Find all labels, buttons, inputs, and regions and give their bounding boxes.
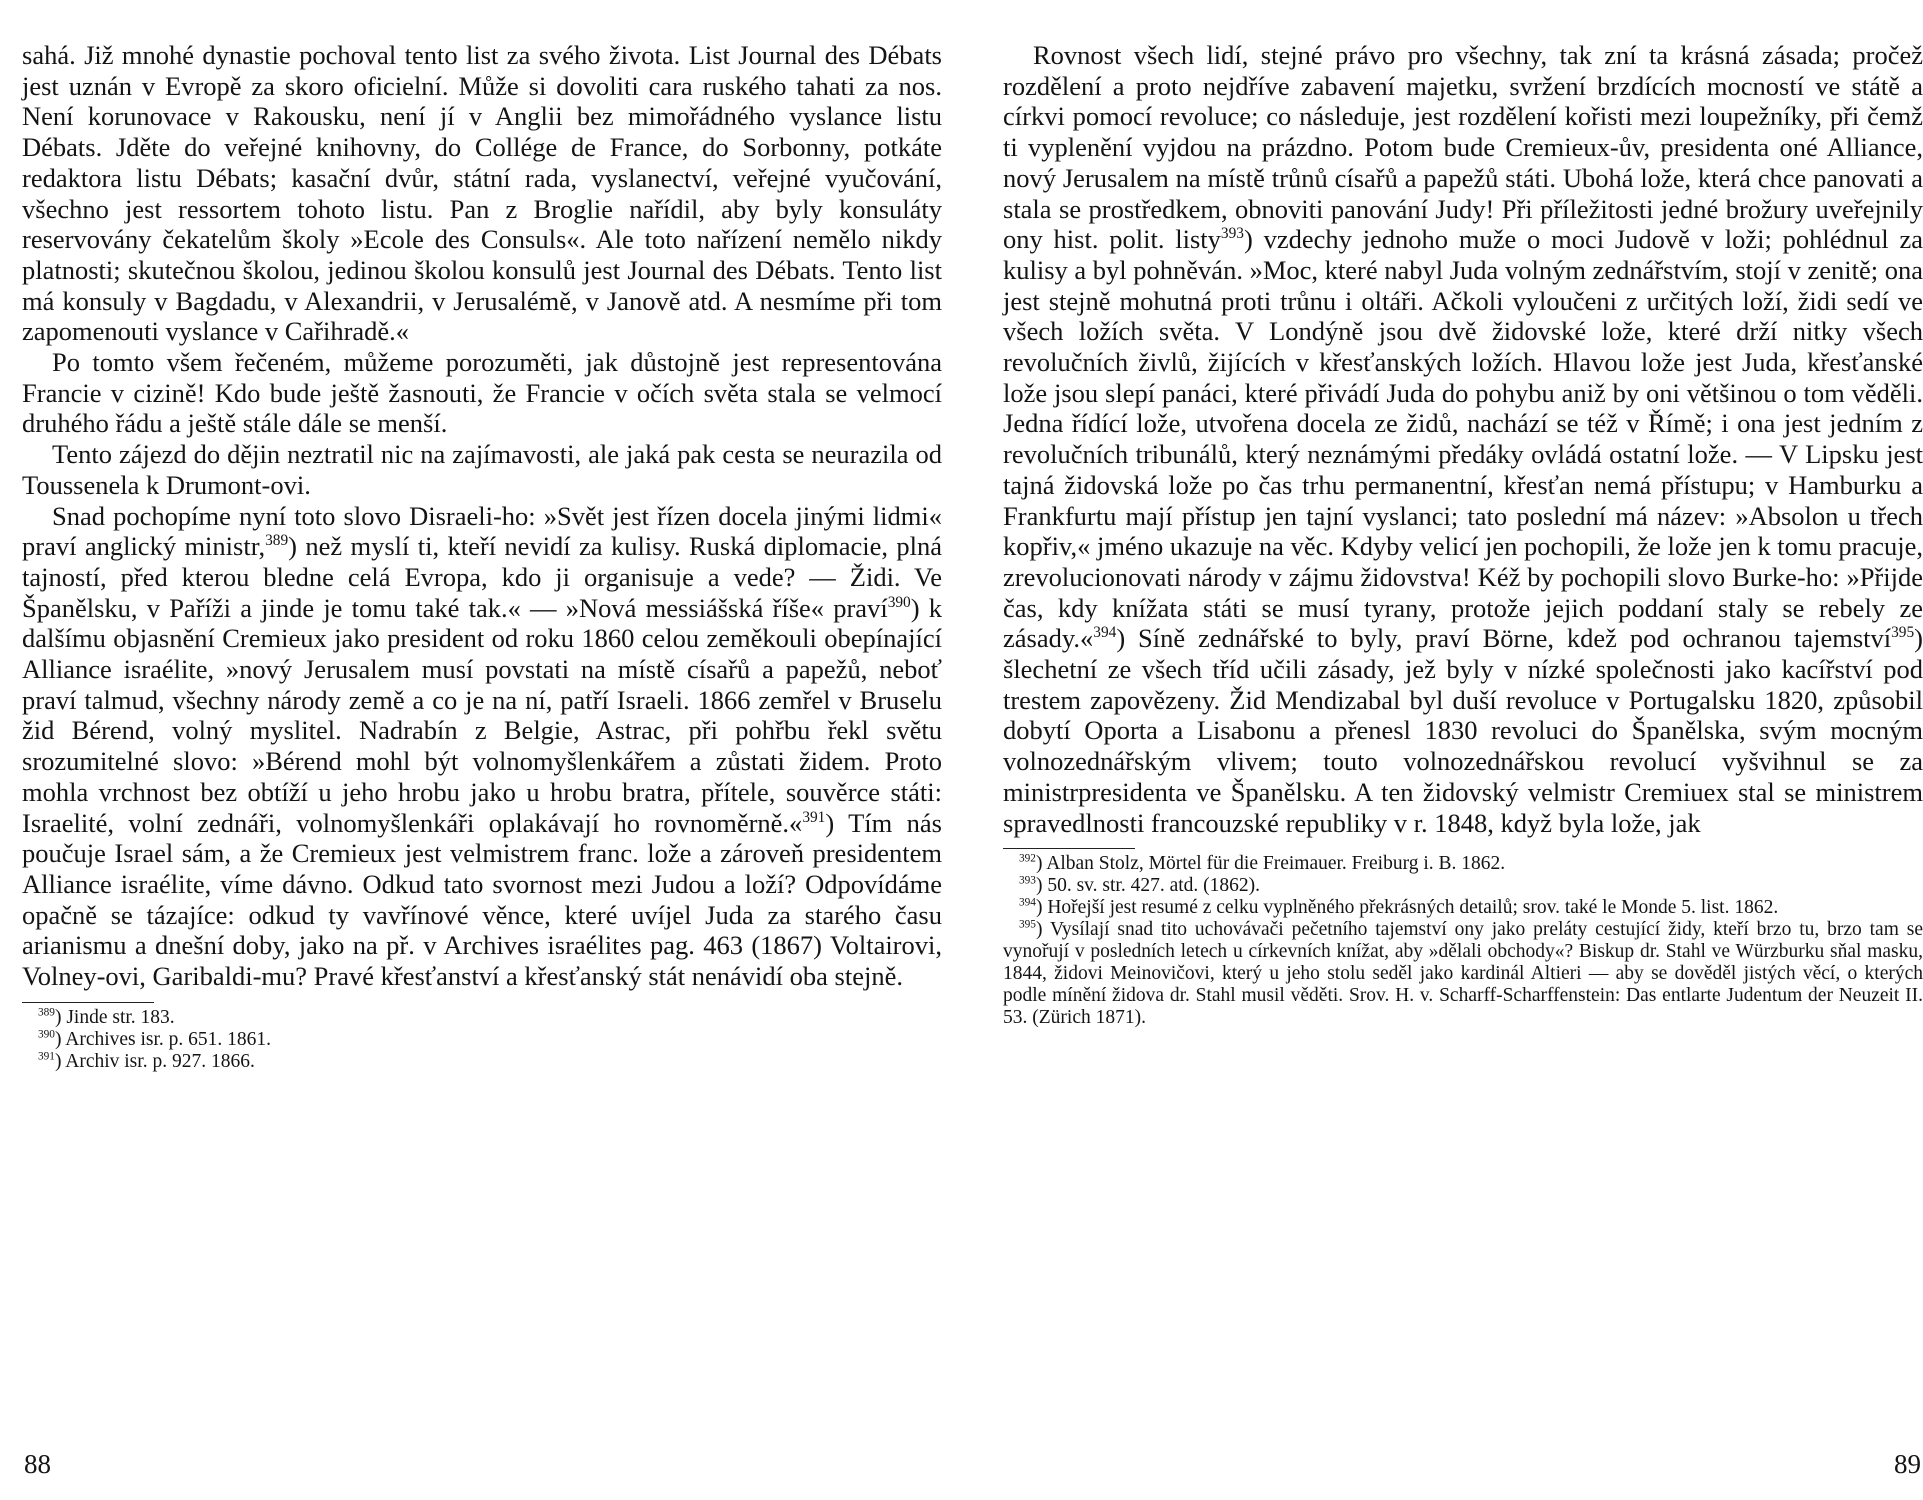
right-body-text xyxy=(1003,40,1923,838)
page-number: 89 xyxy=(1894,1449,1921,1479)
footnote-text: ) Vysílají snad tito uchovávači pečetního tajemství ony jako preláty cestující židy, kteří brzo tu, brzo tam se vynořují v posledních letech u církevních knížat, aby »dělali obchody«? Biskup dr. Stahl ve Würzburku sňal masku, 1844, židovi Meinovičovi, který u jeho stolu seděl jako kardinál Altieri — aby se dověděl jistých věcí, o kterých podle mínění židova dr. Stahl musil věděti. Srov. H. v. Scharff-Scharffenstein: Das entlarte Judentum der Neuzeit II. 53. (Zürich 1871). xyxy=(1003,919,1923,1029)
footnote-number: 391 xyxy=(38,1050,55,1063)
footnote-number: 392 xyxy=(1019,852,1036,865)
footnote-ref: 391 xyxy=(802,808,826,826)
footnote xyxy=(1003,875,1923,897)
footnote-text: ) Jinde str. 183. xyxy=(54,1006,175,1028)
footnote-ref: 390 xyxy=(887,593,911,611)
footnote-ref: 395 xyxy=(1891,624,1915,642)
footnote-text: ) 50. sv. str. 427. atd. (1862). xyxy=(1035,875,1261,897)
footnote-number: 395 xyxy=(1019,918,1036,931)
footnote xyxy=(1003,853,1923,875)
footnote-ref: 393 xyxy=(1220,225,1244,243)
footnote-number: 390 xyxy=(38,1028,55,1041)
right-page xyxy=(1003,40,1923,1480)
footnote-number: 393 xyxy=(1019,874,1036,887)
paragraph: Tento zájezd do dějin neztratil nic na zajímavosti, ale jaká pak cesta se neurazila od Toussenela k Drumont-ovi. xyxy=(22,439,942,500)
footnote-ref: 389 xyxy=(265,532,289,550)
text-run: ) Síně zednářské to byly, praví Börne, kdež pod ochranou tajemství xyxy=(1116,623,1892,654)
text-run: ) vzdechy jednoho muže o moci Judově v loži; pohlédnul za kulisy a byl pohněván. »Moc, které nabyl Juda volným zednářstvím, stojí v zenitě; ona jest stejně mohutná proti trůnu i oltáři. Ačkoli vyloučeni z určitých loží, židi sedí ve všech ložích světa. V Londýně jsou dvě židovské lože, které drží nitky všech revolučních živlů, žijících v křesťanských ložích. Hlavou lože jest Juda, křesťanské lože jsou slepí panáci, které přivádí Juda do pohybu aniž by oni většinou o tom věděli. Jedna řídící lože, utvořena docela ze židů, nachází se též v Římě; i ona jest jedním z revolučních tribunálů, který neznámými předáky ovládá ostatní lože. — V Lipsku jest tajná židovská lože po čas trhu permanentní, křesťan nemá přístupu; v Hamburku a Frankfurtu mají přístup jen tajní vyslanci; tato poslední má název: »Absolon u třech kopřiv,« jméno ukazuje na věc. Kdyby velicí jen pochopili, že lože jen k tomu pracuje, zrevolucionovati národy v zájmu židovstva! Kéž by pochopili slovo Burke-ho: »Přijde čas, kdy knížata státi se musí tyrany, protože jejich poddaní staly se rebely ze zásady.« xyxy=(1003,224,1923,654)
footnote xyxy=(1003,919,1923,1029)
footnote-text: ) Archives isr. p. 651. 1861. xyxy=(54,1028,272,1050)
text-run: ) Tím nás poučuje Israel sám, a že Cremieux jest velmistrem franc. lože a zároveň presidentem Alliance israélite, víme dávno. Odkud tato svornost mezi Judou a loží? Odpovídáme opačně se tázajíce: odkud ty vavřínové věnce, které uvíjel Juda za starého času arianismu a dnešní doby, jako na př. v Archives israélites pag. 463 (1867) Voltairovi, Volney-ovi, Garibaldi-mu? Pravé křesťanství a křesťanský stát nenávidí oba stejně. xyxy=(22,807,942,992)
left-body-text xyxy=(22,40,942,992)
text-run: ) k dalšímu objasnění Cremieux jako president od roku 1860 celou zeměkouli obepínající Alliance israélite, »nový Jerusalem musí povstati na místě císařů a papežů, neboť praví talmud, všechny národy země a co je na ní, patří Israeli. 1866 zemřel v Bruselu žid Bérend, volný myslitel. Nadrabín z Belgie, Astrac, při pohřbu řekl světu srozumitelné slovo: »Bérend mohl být volnomyšlenkářem a zůstati židem. Proto mohla vrchnost bez obtíží u jeho hrobu jako u hrobu bratra, přítele, souvěrce státi: Israelité, volní zednáři, volnomyšlenkáři oplakávají ho rovnoměrně.« xyxy=(22,592,942,838)
right-footnotes xyxy=(1003,853,1923,1029)
footnote-rule xyxy=(1003,848,1135,849)
paragraph xyxy=(1003,40,1923,838)
footnote-number: 389 xyxy=(38,1006,55,1019)
text-run: Snad pochopíme nyní toto slovo Disraeli-ho: »Svět jest řízen docela jinými lidmi« praví anglický ministr, xyxy=(22,500,942,562)
left-page xyxy=(22,40,942,1480)
text-run: ) šlechetní ze všech tříd učili zásady, jež byly v nízké společnosti jako kacířství pod trestem zapovězeny. Žid Mendizabal byl duší revoluce v Portugalsku 1820, způsobil dobytí Oporta a Lisabonu a přenesl 1830 revoluci do Španělska, svým mocným volnozednářským vlivem; touto volnozednářskou revolucí vyšvihnul se za ministrpresidenta ve Španělsku. A ten židovský velmistr Cremiuex stal se ministrem spravedlnosti francouzské republiky v r. 1848, když byla lože, jak xyxy=(1003,623,1923,838)
footnote-rule xyxy=(22,1002,154,1003)
text-run: Rovnost všech lidí, stejné právo pro všechny, tak zní ta krásná zásada; pročež rozdělení a proto nejdříve zabavení majetku, svržení brzdících mocností ve státě a církvi pomocí revoluce; co následuje, jest rozdělení kořisti mezi loupežníky, při čemž ti vyplenění vyjdou na prázdno. Potom bude Cremieux-ův, presidenta oné Alliance, nový Jerusalem na místě trůnů císařů a papežů státi. Ubohá lože, která chce panovati a stala se prostředkem, obnoviti panování Judy! Při příležitosti jedné brožury uveřejnily ony hist. polit. listy xyxy=(1003,40,1923,255)
footnote xyxy=(22,1051,942,1073)
paragraph: sahá. Již mnohé dynastie pochoval tento list za svého života. List Journal des Débats jest uznán v Evropě za skoro oficielní. Může si dovoliti cara ruského tahati za nos. Není korunovace v Rakousku, není jí v Anglii bez mimořádného vyslance listu Débats. Jděte do veřejné knihovny, do Collége de France, do Sorbonny, potkáte redaktora listu Débats; kasační dvůr, státní rada, vyslanectví, veřejné vyučování, všechno jest ressortem tohoto listu. Pan z Broglie nařídil, aby byly konsuláty reservovány čekatelům školy »Ecole des Consuls«. Ale toto nařízení nemělo nikdy platnosti; skutečnou školou, jedinou školou konsulů jest Journal des Débats. Tento list má konsuly v Bagdadu, v Alexandrii, v Jerusalémě, v Janově atd. A nesmíme při tom zapomenouti vyslance v Cařihradě.« xyxy=(22,40,942,347)
footnote-number: 394 xyxy=(1019,896,1036,909)
paragraph: Po tomto všem řečeném, můžeme porozuměti, jak důstojně jest representována Francie v cizině! Kdo bude ještě žasnouti, že Francie v očích světa stala se velmocí druhého řádu a ještě stále dále se menší. xyxy=(22,347,942,439)
footnote-text: ) Hořejší jest resumé z celku vyplněného překrásných detailů; srov. také le Monde 5. list. 1862. xyxy=(1035,897,1779,919)
footnote xyxy=(22,1029,942,1051)
paragraph xyxy=(22,501,942,992)
footnote-text: ) Archiv isr. p. 927. 1866. xyxy=(54,1050,255,1072)
footnote xyxy=(1003,897,1923,919)
left-footnotes xyxy=(22,1007,942,1073)
footnote xyxy=(22,1007,942,1029)
text-run: ) než myslí ti, kteří nevidí za kulisy. Ruská diplomacie, plná tajností, před kterou bledne celá Evropa, kdo ji organisuje a vede? — Židi. Ve Španělsku, v Paříži a jinde je tomu také tak.« — »Nová messiášská říše« praví xyxy=(22,531,942,623)
footnote-ref: 394 xyxy=(1093,624,1117,642)
page-number: 88 xyxy=(24,1449,51,1479)
footnote-text: ) Alban Stolz, Mörtel für die Freimauer. Freiburg i. B. 1862. xyxy=(1035,853,1506,875)
